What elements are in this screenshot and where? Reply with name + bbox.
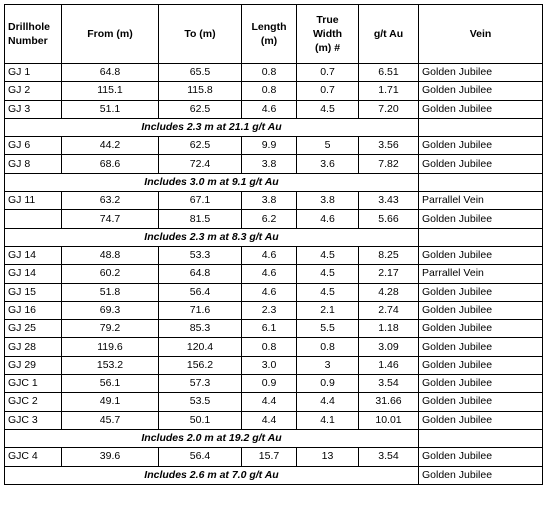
cell-drillhole: GJ 25 xyxy=(5,320,62,338)
cell-vein: Golden Jubilee xyxy=(419,448,543,466)
cell-true-width: 0.7 xyxy=(297,64,359,82)
cell-length: 0.8 xyxy=(242,338,297,356)
header-vein: Vein xyxy=(419,5,543,64)
cell-true-width: 4.5 xyxy=(297,246,359,264)
include-row xyxy=(5,466,543,484)
include-note: Includes 2.0 m at 19.2 g/t Au xyxy=(5,429,419,447)
cell-length: 4.4 xyxy=(242,411,297,429)
cell-length: 6.1 xyxy=(242,320,297,338)
header-to: To (m) xyxy=(159,5,242,64)
include-row xyxy=(5,228,543,246)
cell-length: 4.4 xyxy=(242,393,297,411)
table-row xyxy=(5,375,543,393)
cell-true-width: 4.5 xyxy=(297,265,359,283)
cell-grade: 1.71 xyxy=(359,82,419,100)
table-row xyxy=(5,155,543,173)
cell-drillhole: GJ 8 xyxy=(5,155,62,173)
cell-to: 56.4 xyxy=(159,448,242,466)
header-grade: g/t Au xyxy=(359,5,419,64)
cell-vein: Parrallel Vein xyxy=(419,265,543,283)
header-row xyxy=(5,5,543,64)
cell-grade: 4.28 xyxy=(359,283,419,301)
table-row xyxy=(5,448,543,466)
include-row xyxy=(5,429,543,447)
cell-grade: 1.18 xyxy=(359,320,419,338)
cell-vein: Golden Jubilee xyxy=(419,466,543,484)
cell-grade: 3.56 xyxy=(359,137,419,155)
cell-length: 6.2 xyxy=(242,210,297,228)
cell-from: 39.6 xyxy=(62,448,159,466)
cell-length: 3.8 xyxy=(242,155,297,173)
cell-to: 71.6 xyxy=(159,301,242,319)
cell-length: 4.6 xyxy=(242,246,297,264)
cell-length: 0.8 xyxy=(242,82,297,100)
cell-grade: 7.82 xyxy=(359,155,419,173)
cell-vein: Golden Jubilee xyxy=(419,356,543,374)
cell-from: 51.1 xyxy=(62,100,159,118)
cell-to: 67.1 xyxy=(159,192,242,210)
cell-to: 62.5 xyxy=(159,137,242,155)
cell-drillhole: GJC 1 xyxy=(5,375,62,393)
cell-from: 153.2 xyxy=(62,356,159,374)
cell-true-width: 13 xyxy=(297,448,359,466)
cell-vein: Golden Jubilee xyxy=(419,82,543,100)
cell-from: 49.1 xyxy=(62,393,159,411)
cell-from: 63.2 xyxy=(62,192,159,210)
cell-from: 119.6 xyxy=(62,338,159,356)
cell-grade: 31.66 xyxy=(359,393,419,411)
cell-grade: 3.09 xyxy=(359,338,419,356)
cell-drillhole: GJ 29 xyxy=(5,356,62,374)
table-body xyxy=(5,64,543,485)
table-row xyxy=(5,192,543,210)
cell-grade: 1.46 xyxy=(359,356,419,374)
include-note: Includes 2.3 m at 21.1 g/t Au xyxy=(5,118,419,136)
cell-from: 44.2 xyxy=(62,137,159,155)
cell-drillhole: GJC 4 xyxy=(5,448,62,466)
cell-to: 72.4 xyxy=(159,155,242,173)
cell-drillhole: GJ 2 xyxy=(5,82,62,100)
cell-grade: 3.54 xyxy=(359,448,419,466)
cell-to: 53.3 xyxy=(159,246,242,264)
cell-length: 9.9 xyxy=(242,137,297,155)
header-drillhole: Drillhole Number xyxy=(5,5,62,64)
cell-from: 79.2 xyxy=(62,320,159,338)
cell-from: 60.2 xyxy=(62,265,159,283)
table-row xyxy=(5,356,543,374)
table-row xyxy=(5,137,543,155)
table-row xyxy=(5,64,543,82)
cell-from: 74.7 xyxy=(62,210,159,228)
cell-to: 57.3 xyxy=(159,375,242,393)
cell-to: 81.5 xyxy=(159,210,242,228)
cell-length: 15.7 xyxy=(242,448,297,466)
cell-vein: Golden Jubilee xyxy=(419,301,543,319)
cell-true-width: 5.5 xyxy=(297,320,359,338)
table-row xyxy=(5,265,543,283)
cell-true-width: 5 xyxy=(297,137,359,155)
table-row xyxy=(5,100,543,118)
cell-to: 64.8 xyxy=(159,265,242,283)
cell-vein xyxy=(419,228,543,246)
cell-to: 53.5 xyxy=(159,393,242,411)
cell-vein: Golden Jubilee xyxy=(419,283,543,301)
cell-drillhole: GJ 14 xyxy=(5,246,62,264)
cell-length: 2.3 xyxy=(242,301,297,319)
cell-length: 0.8 xyxy=(242,64,297,82)
cell-to: 156.2 xyxy=(159,356,242,374)
cell-drillhole: GJ 11 xyxy=(5,192,62,210)
table-row xyxy=(5,82,543,100)
cell-true-width: 4.1 xyxy=(297,411,359,429)
cell-grade: 8.25 xyxy=(359,246,419,264)
cell-length: 3.0 xyxy=(242,356,297,374)
drill-results-table xyxy=(4,4,543,485)
cell-drillhole: GJ 3 xyxy=(5,100,62,118)
cell-drillhole: GJ 16 xyxy=(5,301,62,319)
cell-drillhole xyxy=(5,210,62,228)
cell-vein: Golden Jubilee xyxy=(419,100,543,118)
table-row xyxy=(5,301,543,319)
table-row xyxy=(5,320,543,338)
cell-vein: Golden Jubilee xyxy=(419,393,543,411)
include-note: Includes 3.0 m at 9.1 g/t Au xyxy=(5,173,419,191)
cell-vein: Parrallel Vein xyxy=(419,192,543,210)
cell-drillhole: GJ 15 xyxy=(5,283,62,301)
cell-from: 48.8 xyxy=(62,246,159,264)
cell-true-width: 4.5 xyxy=(297,100,359,118)
cell-true-width: 3.8 xyxy=(297,192,359,210)
table-row xyxy=(5,411,543,429)
header-true-width: True Width (m) # xyxy=(297,5,359,64)
cell-vein: Golden Jubilee xyxy=(419,320,543,338)
cell-from: 45.7 xyxy=(62,411,159,429)
cell-true-width: 2.1 xyxy=(297,301,359,319)
cell-vein xyxy=(419,118,543,136)
include-row xyxy=(5,173,543,191)
table-row xyxy=(5,283,543,301)
cell-vein xyxy=(419,429,543,447)
cell-vein: Golden Jubilee xyxy=(419,246,543,264)
cell-drillhole: GJ 1 xyxy=(5,64,62,82)
cell-vein: Golden Jubilee xyxy=(419,210,543,228)
table-row xyxy=(5,246,543,264)
cell-drillhole: GJ 6 xyxy=(5,137,62,155)
cell-true-width: 4.6 xyxy=(297,210,359,228)
cell-vein: Golden Jubilee xyxy=(419,137,543,155)
cell-vein: Golden Jubilee xyxy=(419,375,543,393)
cell-from: 69.3 xyxy=(62,301,159,319)
cell-to: 65.5 xyxy=(159,64,242,82)
cell-from: 51.8 xyxy=(62,283,159,301)
cell-grade: 5.66 xyxy=(359,210,419,228)
cell-drillhole: GJ 28 xyxy=(5,338,62,356)
cell-true-width: 3 xyxy=(297,356,359,374)
cell-drillhole: GJC 3 xyxy=(5,411,62,429)
cell-grade: 6.51 xyxy=(359,64,419,82)
cell-length: 0.9 xyxy=(242,375,297,393)
drill-results-table-container xyxy=(4,4,543,485)
cell-from: 68.6 xyxy=(62,155,159,173)
header-length: Length (m) xyxy=(242,5,297,64)
cell-to: 62.5 xyxy=(159,100,242,118)
cell-vein xyxy=(419,173,543,191)
cell-grade: 10.01 xyxy=(359,411,419,429)
cell-length: 4.6 xyxy=(242,100,297,118)
cell-to: 50.1 xyxy=(159,411,242,429)
cell-true-width: 0.8 xyxy=(297,338,359,356)
cell-drillhole: GJ 14 xyxy=(5,265,62,283)
cell-from: 115.1 xyxy=(62,82,159,100)
include-row xyxy=(5,118,543,136)
cell-length: 3.8 xyxy=(242,192,297,210)
cell-grade: 3.43 xyxy=(359,192,419,210)
cell-drillhole: GJC 2 xyxy=(5,393,62,411)
cell-to: 85.3 xyxy=(159,320,242,338)
cell-to: 115.8 xyxy=(159,82,242,100)
include-note: Includes 2.3 m at 8.3 g/t Au xyxy=(5,228,419,246)
cell-true-width: 0.9 xyxy=(297,375,359,393)
cell-grade: 7.20 xyxy=(359,100,419,118)
cell-grade: 2.74 xyxy=(359,301,419,319)
table-row xyxy=(5,210,543,228)
cell-true-width: 0.7 xyxy=(297,82,359,100)
include-note: Includes 2.6 m at 7.0 g/t Au xyxy=(5,466,419,484)
header-from: From (m) xyxy=(62,5,159,64)
cell-vein: Golden Jubilee xyxy=(419,64,543,82)
cell-vein: Golden Jubilee xyxy=(419,411,543,429)
cell-grade: 2.17 xyxy=(359,265,419,283)
cell-grade: 3.54 xyxy=(359,375,419,393)
cell-length: 4.6 xyxy=(242,265,297,283)
cell-vein: Golden Jubilee xyxy=(419,155,543,173)
cell-from: 64.8 xyxy=(62,64,159,82)
table-row xyxy=(5,393,543,411)
table-row xyxy=(5,338,543,356)
cell-length: 4.6 xyxy=(242,283,297,301)
cell-vein: Golden Jubilee xyxy=(419,338,543,356)
cell-to: 56.4 xyxy=(159,283,242,301)
cell-true-width: 4.5 xyxy=(297,283,359,301)
cell-to: 120.4 xyxy=(159,338,242,356)
cell-true-width: 3.6 xyxy=(297,155,359,173)
cell-true-width: 4.4 xyxy=(297,393,359,411)
cell-from: 56.1 xyxy=(62,375,159,393)
